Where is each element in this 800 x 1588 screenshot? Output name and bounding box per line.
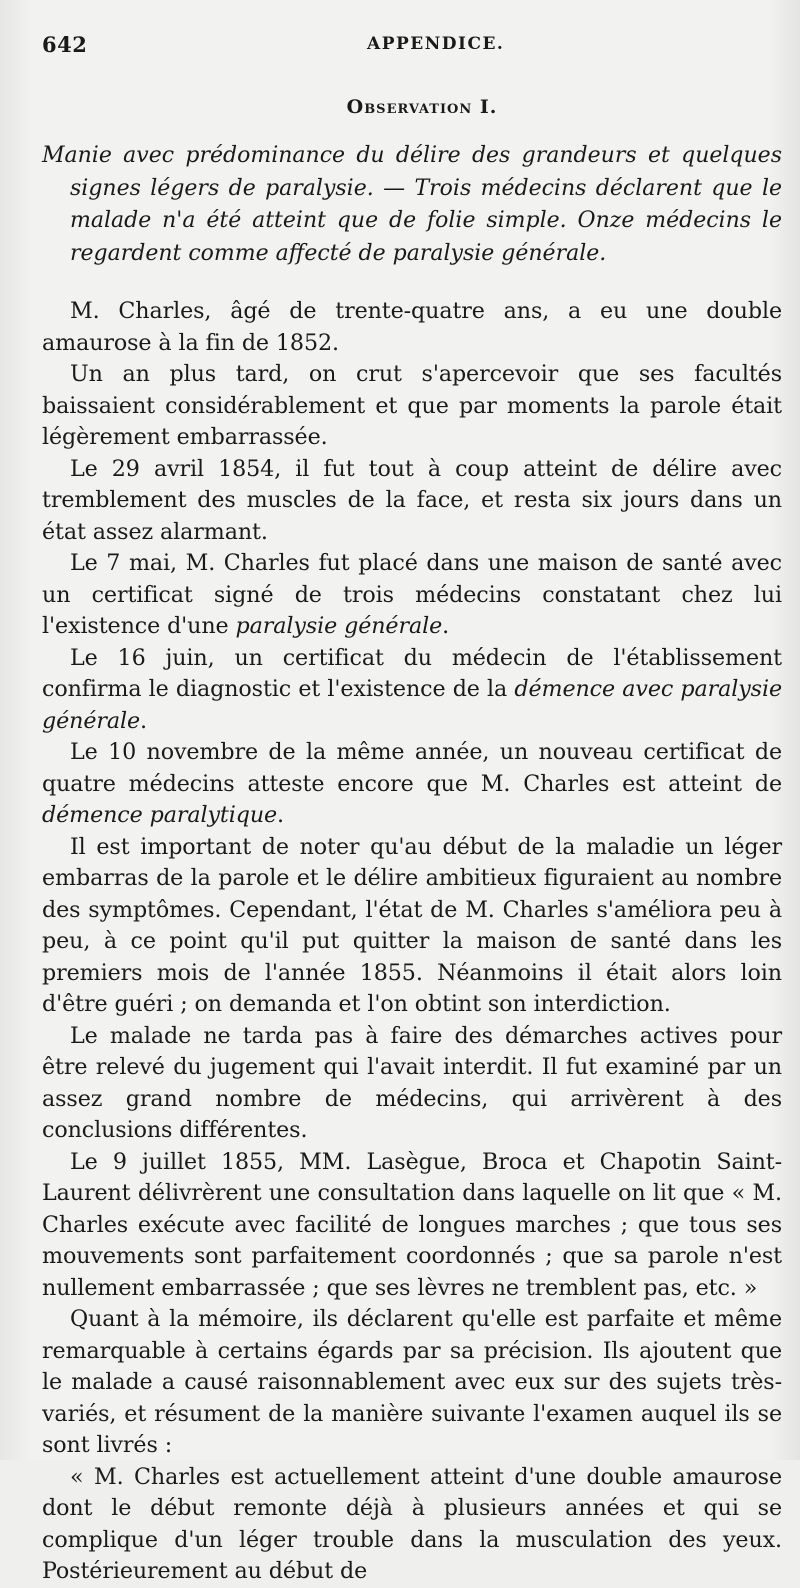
paragraph-6	[42, 737, 782, 832]
paragraph-4-text: Le 7 mai, M. Charles fut placé dans une maison de santé avec un certificat signé de trois médecins constatant chez lui l'existence d'une	[42, 550, 782, 639]
paragraph-4-italic: paralysie générale	[235, 613, 443, 639]
paragraph-3: Le 29 avril 1854, il fut tout à coup atteint de délire avec tremblement des muscles de la face, et resta six jours dans un état assez alarmant.	[42, 455, 782, 545]
paragraph-5	[42, 643, 782, 738]
paragraph-6-text: Le 10 novembre de la même année, un nouveau certificat de quatre médecins atteste encore que M. Charles est atteint de	[42, 739, 782, 797]
paragraph-2: Un an plus tard, on crut s'apercevoir que ses facultés baissaient considérablement et que par moments la parole était légèrement embarrassée.	[42, 361, 782, 450]
paragraph-1: M. Charles, âgé de trente-quatre ans, a eu une double amaurose à la fin de 1852.	[42, 298, 782, 356]
running-title: APPENDICE.	[367, 34, 505, 54]
paragraph-7: Il est important de noter qu'au début de la maladie un léger embarras de la parole et le délire ambitieux figuraient au nombre des symptômes. Cependant, l'état de M. Charles s'améliora peu à peu, à ce point qu'il put quitter la maison de santé dans les premiers mois de l'année 1855. Néanmoins il était alors loin d'être guéri ; on demanda et l'on obtint son interdiction.	[42, 833, 782, 1017]
observation-summary: Manie avec prédominance du délire des grandeurs et quelques signes légers de paralysie. — Trois médecins déclarent que le malade n'a été atteint que de folie simple. Onze médecins le regardent comme affecté de paralysie générale.	[42, 143, 782, 266]
paragraph-8: Le malade ne tarda pas à faire des démarches actives pour être relevé du jugement qui l'avait interdit. Il fut examiné par un assez grand nombre de médecins, qui arrivèrent à des conclusions différentes.	[42, 1022, 782, 1143]
observation-title: Observation I.	[346, 96, 498, 118]
paragraph-4	[42, 548, 782, 643]
paragraph-6-end: .	[277, 802, 284, 828]
paragraph-6-italic: démence paralytique	[42, 802, 278, 828]
paragraph-10: Quant à la mémoire, ils déclarent qu'elle est parfaite et même remarquable à certains égards par sa précision. Ils ajoutent que le malade a causé raisonnablement avec eux sur des sujets très-variés, et résument de la manière suivante l'examen auquel ils se sont livrés :	[42, 1306, 782, 1458]
paragraph-5-end: .	[140, 707, 147, 734]
paragraph-11: « M. Charles est actuellement atteint d'une double amaurose dont le début remonte déjà à plusieurs années et qui se complique d'un léger trouble dans la musculation des yeux. Postérieurement au début de	[42, 1463, 782, 1584]
paragraph-4-end: .	[442, 613, 450, 639]
page-number: 642	[42, 32, 88, 57]
paragraph-5-italic: démence avec paralysie générale	[42, 676, 782, 734]
paragraph-9: Le 9 juillet 1855, MM. Lasègue, Broca et Chapotin Saint-Laurent délivrèrent une consultation dans laquelle on lit que « M. Charles exécute avec facilité de longues marches ; que tous ses mouvements sont parfaitement coordonnés ; que sa parole n'est nullement embarrassée ; que ses lèvres ne tremblent pas, etc. »	[42, 1148, 782, 1301]
paragraph-5-text: Le 16 juin, un certificat du médecin de l'établissement confirma le diagnostic et l'existence de la	[42, 644, 782, 702]
running-head	[42, 26, 782, 66]
